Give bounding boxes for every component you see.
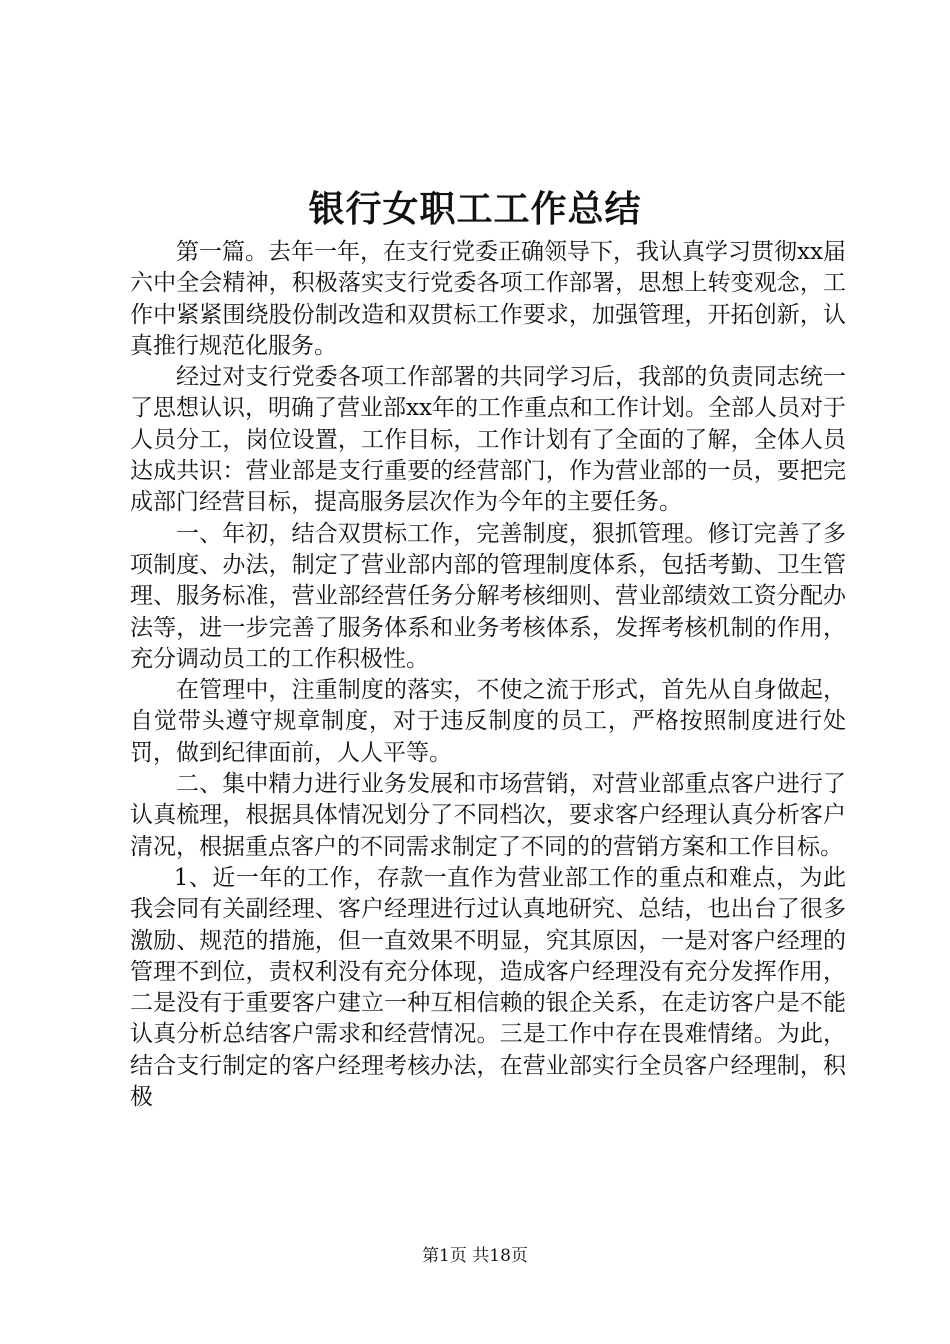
paragraph-section-one: 一、年初，结合双贯标工作，完善制度，狠抓管理。修订完善了多项制度、办法，制定了营业部内部的管理制度体系，包括考勤、卫生管理、服务标准，营业部经营任务分解考核细则、营业部绩效工资分配办法等，进一步完善了服务体系和业务考核体系，发挥考核机制的作用，充分调动员工的工作积极性。	[130, 520, 846, 672]
paragraph-section-two: 二、集中精力进行业务发展和市场营销，对营业部重点客户进行了认真梳理，根据具体情况划分了不同档次，要求客户经理认真分析客户清况，根据重点客户的不同需求制定了不同的的营销方案和工作目标。	[130, 771, 846, 860]
page-number-footer: 第1页 共18页	[422, 1246, 528, 1266]
paragraph-intro: 第一篇。去年一年，在支行党委正确领导下，我认真学习贯彻xx届六中全会精神，积极落实支行党委各项工作部署，思想上转变观念，工作中紧紧围绕股份制改造和双贯标工作要求，加强管理，开拓创新，认真推行规范化服务。	[130, 239, 846, 359]
paragraph-item-one: 1、近一年的工作，存款一直作为营业部工作的重点和难点，为此我会同有关副经理、客户经理进行过认真地研究、总结，也出台了很多激励、规范的措施，但一直效果不明显，究其原因，一是对客户经理的管理不到位，责权利没有充分体现，造成客户经理没有充分发挥作用，二是没有于重要客户建立一种互相信赖的银企关系，在走访客户是不能认真分析总结客户需求和经营情况。三是工作中存在畏难情绪。为此，结合支行制定的客户经理考核办法，在营业部实行全员客户经理制，积极	[130, 864, 846, 1111]
document-body	[130, 237, 846, 1113]
paragraph-study: 经过对支行党委各项工作部署的共同学习后，我部的负责同志统一了思想认识，明确了营业部xx年的工作重点和工作计划。全部人员对于人员分工，岗位设置，工作目标，工作计划有了全面的了解，全体人员达成共识：营业部是支行重要的经营部门，作为营业部的一员，要把完成部门经营目标，提高服务层次作为今年的主要任务。	[130, 364, 846, 516]
document-title: 银行女职工工作总结	[308, 188, 642, 230]
paragraph-management: 在管理中，注重制度的落实，不使之流于形式，首先从自身做起，自觉带头遵守规章制度，对于违反制度的员工，严格按照制度进行处罚，做到纪律面前，人人平等。	[130, 677, 846, 766]
